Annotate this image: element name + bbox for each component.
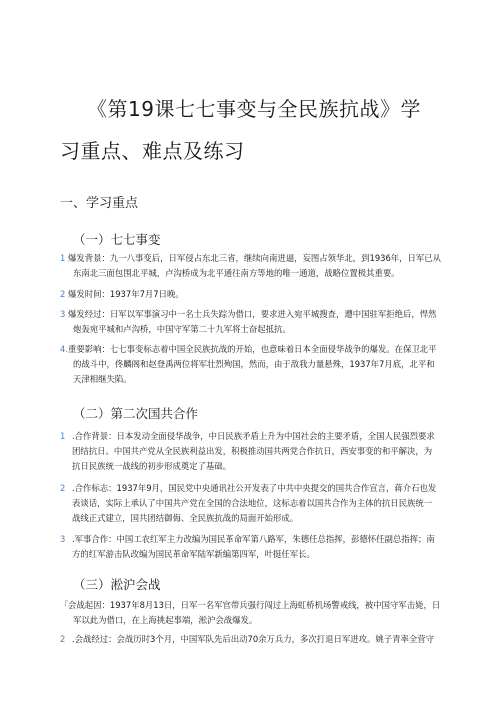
list-item-number: 2 <box>60 483 66 493</box>
list-item-number: 1 <box>60 253 66 263</box>
list-item-number: 4. <box>60 344 68 354</box>
list-item: 2 .合作标志：1937年9月，国民党中央通讯社公开发表了中共中央提交的国共合作宣言，蒋介石也发 表谈话，实际上承认了中国共产党在全国的合法地位，这标志着以国共合作为主体的抗日民族统一 战线正式建立，国共团结御侮、全民族抗战的局面开始形成。 <box>60 483 437 523</box>
list-item: 3 爆发经过：日军以军事演习中一名士兵失踪为借口，要求进入宛平城搜查，遭中国驻军拒绝后，悍然 炮轰宛平城和卢沟桥，中国守军第二十九军将士奋起抵抗。 <box>60 309 437 334</box>
list-item: 2 爆发时间：1937年7月7日晚。 <box>60 287 445 302</box>
title-line-2: 习重点、难点及练习 <box>60 139 245 163</box>
list-item-number: 1 <box>60 431 66 441</box>
list-item-number: 2 <box>60 634 66 644</box>
list-item: 2 .会战经过：会战历时3个月，中国军队先后出动70余万兵力，多次打退日军进攻。姚子青率全营守 <box>60 632 445 647</box>
list-item-number: 3 <box>60 309 66 319</box>
title-line-1: 《第19课七七事变与全民族抗战》学 <box>87 97 421 121</box>
subsection-heading-july7-incident: （一）七七事变 <box>73 232 161 247</box>
list-item: 4. 重要影响：七七事变标志着中国全民族抗战的开始，也意味着日本全面侵华战争的爆发。在保卫北平 的战斗中，佟麟阁和赵登禹两位将军壮烈殉国，然而，由于敌我力量悬殊，1937年7月底，北平和 天津相继失陷。 <box>60 344 437 384</box>
list-item-number: 「 <box>60 600 69 610</box>
document-title <box>60 88 450 172</box>
list-item-number: 2 <box>60 289 66 299</box>
list-item-number: 3 <box>60 534 66 544</box>
subsection-heading-battle-of-shanghai: （三）淞沪会战 <box>73 577 161 592</box>
list-item: 「 会战起因：1937年8月13日，日军一名军官带兵强行闯过上海虹桥机场警戒线，被中国守军击毙，日 军以此为借口，在上海挑起事端，淞沪会战爆发。 <box>60 600 441 625</box>
list-item: 1 爆发背景：九一八事变后，日军侵占东北三省，继续向南进逼，妄图占领华北，到1936年，日军已从 东南北三面包围北平城，卢沟桥成为北平通往南方等地的唯一通道，战略位置极其重要。 <box>60 253 442 278</box>
list-item: 1 .合作背景：日本发动全面侵华战争，中日民族矛盾上升为中国社会的主要矛盾，全国人民强烈要求 团结抗日。中国共产党从全民族利益出发，积极推动国共两党合作抗日，西安事变的和平解决，为 抗日民族统一战线的初步形成奠定了基础。 <box>60 431 435 471</box>
subsection-heading-second-kmt-cpc-cooperation: （二）第二次国共合作 <box>73 406 199 421</box>
list-item: 3 .军事合作：中国工农红军主力改编为国民革命军第八路军，朱德任总指挥，彭德怀任副总指挥；南 方的红军游击队改编为国民革命军陆军新编第四军，叶挺任军长。 <box>60 534 435 559</box>
section-heading-study-focus: 一、学习重点 <box>60 196 139 211</box>
